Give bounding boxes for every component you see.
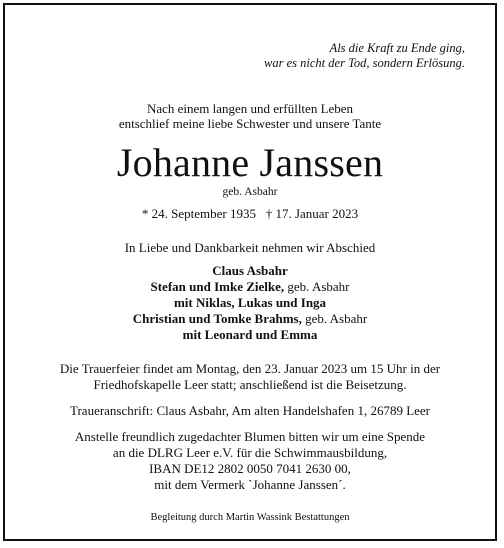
ceremony-line-2: Friedhofskapelle Leer statt; anschließend ist die Beisetzung. <box>93 377 407 392</box>
mourner-names: Christian und Tomke Brahms, <box>132 311 302 326</box>
donation-iban: IBAN DE12 2802 0050 7041 2630 00, <box>149 461 351 476</box>
quote-line-2: war es nicht der Tod, sondern Erlösung. <box>264 56 465 70</box>
intro-line-1: Nach einem langen und erfüllten Leben <box>146 101 354 116</box>
mourner-line <box>5 263 495 278</box>
donation-line-2: an die DLRG Leer e.V. für die Schwimmausbildung, <box>112 445 388 460</box>
mourner-line <box>5 327 495 342</box>
mourning-address: Traueranschrift: Claus Asbahr, Am alten Handelshafen 1, 26789 Leer <box>69 403 431 418</box>
mourner-names: Claus Asbahr <box>212 263 288 278</box>
mourner-line <box>5 311 495 326</box>
mourner-line <box>5 295 495 310</box>
funeral-home-credit: Begleitung durch Martin Wassink Bestattungen <box>150 512 350 523</box>
mourner-names: mit Leonard und Emma <box>182 327 318 342</box>
mourner-line <box>5 279 495 294</box>
mourner-suffix: geb. Asbahr <box>301 311 368 326</box>
quote-line-1: Als die Kraft zu Ende ging, <box>329 41 465 55</box>
mourner-names: Stefan und Imke Zielke, <box>150 279 285 294</box>
obituary-notice <box>3 3 497 541</box>
birth-name: geb. Asbahr <box>222 186 278 198</box>
farewell-text: In Liebe und Dankbarkeit nehmen wir Abschied <box>124 240 376 255</box>
donation-line-4: mit dem Vermerk `Johanne Janssen´. <box>154 477 346 492</box>
donation-line-1: Anstelle freundlich zugedachter Blumen bitten wir um eine Spende <box>74 429 426 444</box>
deceased-name: Johanne Janssen <box>116 140 384 185</box>
mourner-suffix: geb. Asbahr <box>284 279 350 294</box>
life-dates: * 24. September 1935 † 17. Januar 2023 <box>141 206 359 221</box>
intro-line-2: entschlief meine liebe Schwester und unsere Tante <box>118 116 382 131</box>
mourner-names: mit Niklas, Lukas und Inga <box>173 295 327 310</box>
ceremony-line-1: Die Trauerfeier findet am Montag, den 23. Januar 2023 um 15 Uhr in der <box>59 361 441 376</box>
